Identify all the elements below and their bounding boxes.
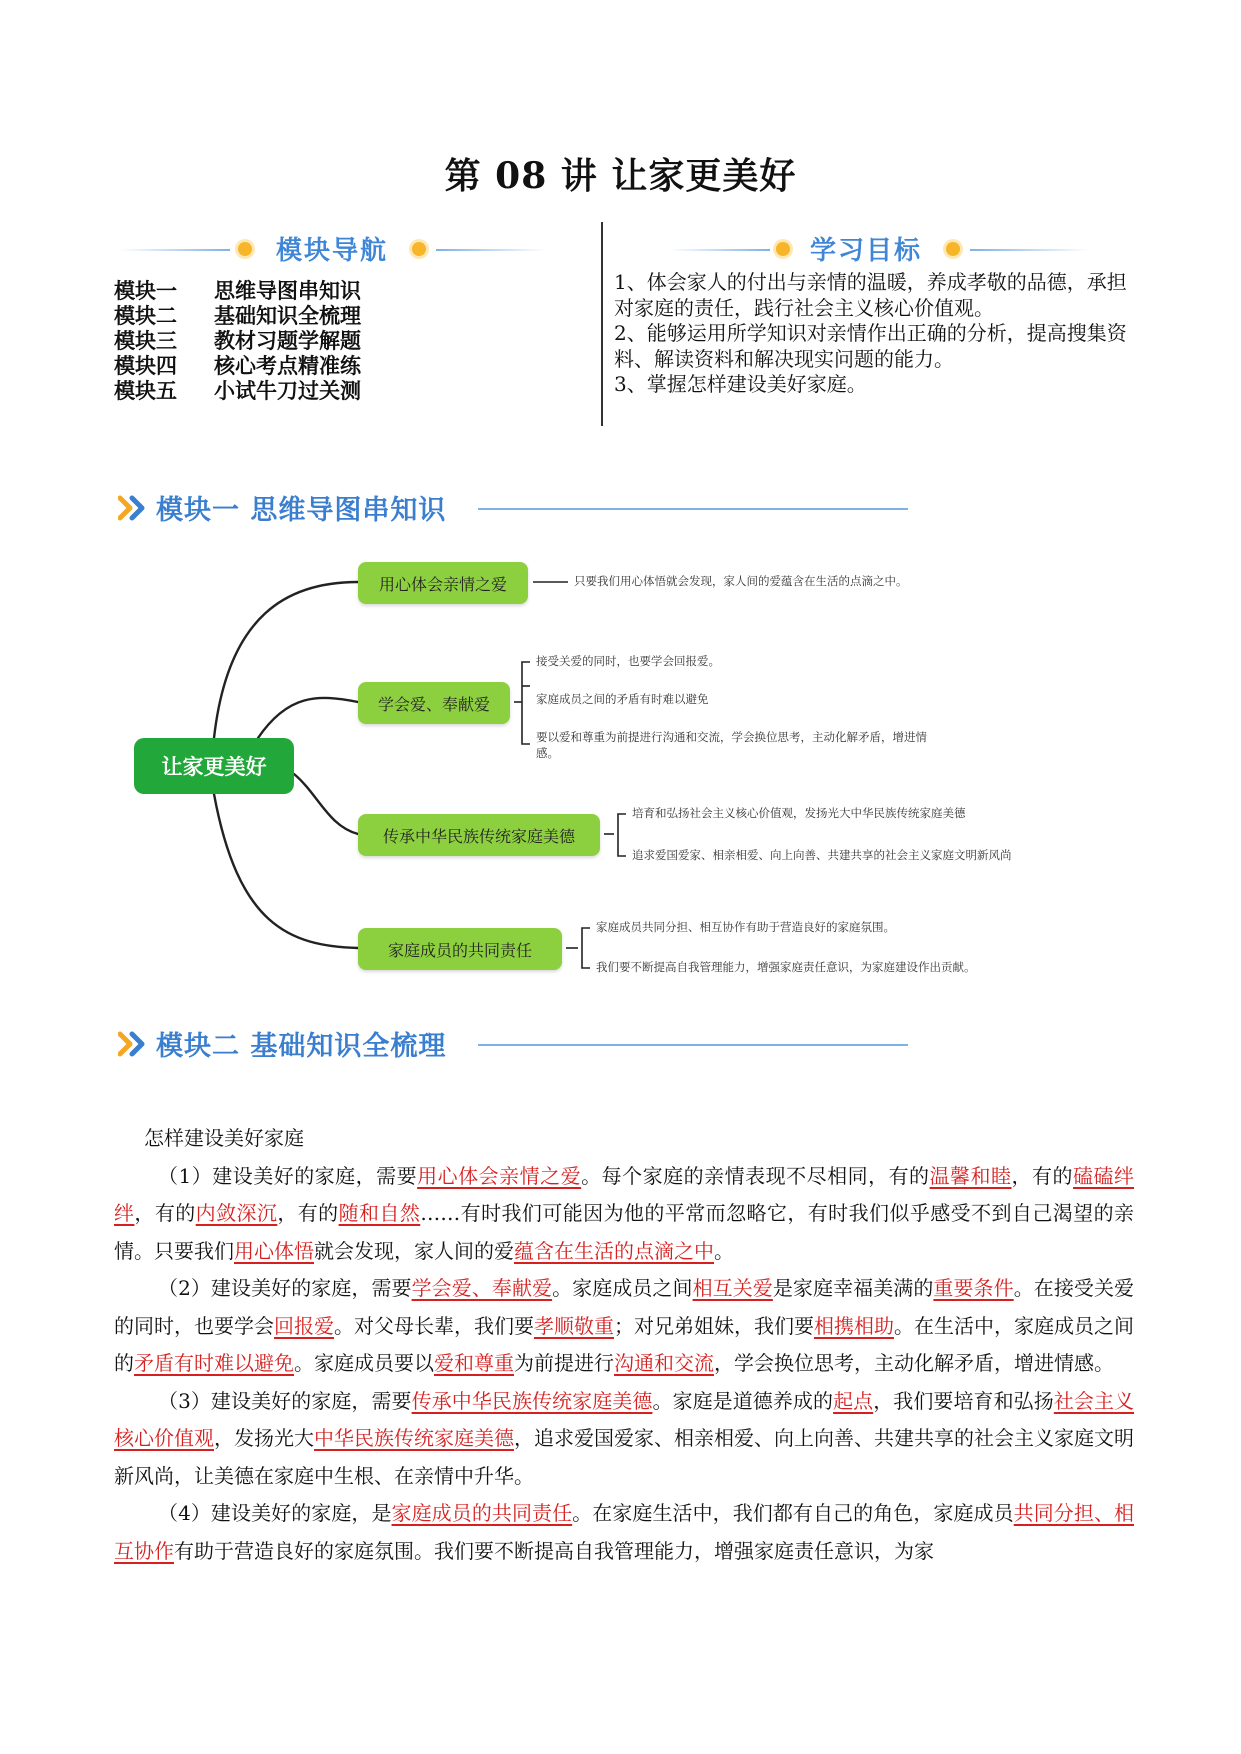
key-term: 社会主义核心价值观 <box>114 1388 1135 1450</box>
mindmap <box>118 534 1090 984</box>
text-run: 。每个家庭的亲情表现不尽相同，有的 <box>581 1163 930 1188</box>
mindmap-leaf: 要以爱和尊重为前提进行沟通和交流，学会换位思考，主动化解矛盾，增进情 <box>536 730 927 744</box>
key-term: 重要条件 <box>933 1276 1014 1300</box>
section-title: 模块二 基础知识全梳理 <box>156 1031 447 1062</box>
text-run: 有助于营造良好的家庭氛围。我们要不断提高自我管理能力，增强家庭责任意识，为家 <box>174 1538 934 1563</box>
text-run: 。在家庭生活中，我们都有自己的角色，家庭成员 <box>572 1501 1014 1525</box>
nav-item[interactable]: 模块三 教材习题学解题 <box>114 328 361 353</box>
banner-dot-icon <box>946 242 960 256</box>
section-header-1 <box>118 488 908 528</box>
text-run: ，有的 <box>134 1201 196 1225</box>
mindmap-branch-node: 学会爱、奉献爱 <box>358 682 510 724</box>
text-run: 为前提进行 <box>514 1351 614 1375</box>
mindmap-leaf: 培育和弘扬社会主义核心价值观，发扬光大中华民族传统家庭美德 <box>632 806 966 820</box>
key-term: 沟通和交流 <box>614 1351 714 1375</box>
mindmap-leaf: 感。 <box>536 746 559 760</box>
banner-dot-icon <box>412 242 426 256</box>
text-run: ，发扬光大 <box>214 1426 314 1450</box>
nav-heading: 模块导航 <box>276 236 389 266</box>
mindmap-leaf: 家庭成员之间的矛盾有时难以避免 <box>536 692 709 706</box>
paragraph <box>114 1158 1134 1271</box>
key-term: 相互关爱 <box>692 1276 773 1300</box>
text-run: ，有的 <box>277 1201 339 1225</box>
text-run: 。在生活中，家庭成员之间的 <box>114 1313 1134 1375</box>
key-term: 相携相助 <box>814 1313 894 1338</box>
text-run: ，我们要培育和弘扬 <box>873 1388 1054 1413</box>
key-term: 共同分担、相互协作 <box>114 1501 1135 1563</box>
goal-item: 2、能够运用所学知识对亲情作出正确的分析，提高搜集资料、解读资料和解决现实问题的能力。 <box>614 321 1127 371</box>
text-run: 就会发现，家人间的爱 <box>314 1238 514 1263</box>
body-heading: 怎样建设美好家庭 <box>144 1126 304 1150</box>
key-term: 学会爱、奉献爱 <box>411 1276 553 1300</box>
mindmap-leaf: 我们要不断提高自我管理能力，增强家庭责任意识，为家庭建设作出贡献。 <box>596 960 976 974</box>
nav-item[interactable]: 模块二 基础知识全梳理 <box>114 303 361 328</box>
nav-item[interactable]: 模块一 思维导图串知识 <box>114 278 361 303</box>
double-chevron-icon <box>118 1030 148 1058</box>
text-run: ，有的 <box>1011 1163 1074 1188</box>
text-run: 。对父母长辈，我们要 <box>334 1313 534 1338</box>
key-term: 矛盾有时难以避免 <box>134 1351 294 1375</box>
key-term: 爱和尊重 <box>434 1351 514 1375</box>
text-run: ，学会换位思考，主动化解矛盾，增进情感。 <box>714 1351 1114 1375</box>
text-run: 。家庭成员之间 <box>552 1276 693 1300</box>
text-run: （4）建设美好的家庭，是 <box>158 1501 392 1525</box>
nav-item[interactable]: 模块五 小试牛刀过关测 <box>114 378 361 403</box>
section-title: 模块一 思维导图串知识 <box>156 495 447 526</box>
text-run: （2）建设美好的家庭，需要 <box>158 1276 412 1300</box>
banner-dot-icon <box>776 242 790 256</box>
paragraph <box>114 1383 1134 1496</box>
key-term: 回报爱 <box>274 1313 334 1338</box>
mindmap-leaf: 家庭成员共同分担、相互协作有助于营造良好的家庭氛围。 <box>596 920 895 934</box>
goal-item: 1、体会家人的付出与亲情的温暖，养成孝敬的品德，承担对家庭的责任，践行社会主义核心价值观。 <box>614 270 1127 320</box>
learning-goals <box>614 270 1134 398</box>
key-term: 内敛深沉 <box>195 1201 278 1225</box>
nav-banner <box>120 228 540 272</box>
mindmap-leaf: 追求爱国爱家、相亲相爱、向上向善、共建共享的社会主义家庭文明新风尚 <box>632 848 1012 862</box>
nav-item[interactable]: 模块四 核心考点精准练 <box>114 353 361 378</box>
key-term: 用心体会亲情之爱 <box>417 1163 582 1188</box>
key-term: 起点 <box>833 1388 874 1413</box>
text-run: ，追求爱国爱家、相亲相爱、向上向善、共建共享的社会主义家庭文明新风尚，让美德在家庭中生根、在亲情中升华。 <box>114 1426 1134 1488</box>
text-run: 。家庭成员要以 <box>294 1351 434 1375</box>
text-run: （3）建设美好的家庭，需要 <box>158 1388 412 1413</box>
key-term: 随和自然 <box>338 1201 421 1225</box>
text-run: 。家庭是道德养成的 <box>652 1388 834 1413</box>
paragraph <box>114 1495 1134 1570</box>
knowledge-body <box>114 1120 1134 1570</box>
text-run: 。 <box>714 1238 734 1263</box>
page-title: 第 08 讲 让家更美好 <box>444 155 797 197</box>
key-term: 用心体悟 <box>234 1238 314 1263</box>
double-chevron-icon <box>118 494 148 522</box>
key-term: 磕磕绊绊 <box>114 1163 1135 1225</box>
goals-heading: 学习目标 <box>810 236 923 266</box>
text-run: 是家庭幸福美满的 <box>772 1276 934 1300</box>
goal-item: 3、掌握怎样建设美好家庭。 <box>614 372 867 396</box>
text-run: ……有时我们可能因为他的平常而忽略它，有时我们似乎感受不到自己渴望的亲情。只要我们 <box>114 1201 1135 1263</box>
module-nav-list <box>114 278 361 403</box>
text-run: 。在接受关爱的同时，也要学会 <box>114 1276 1135 1338</box>
text-run: （1）建设美好的家庭，需要 <box>158 1163 418 1188</box>
mindmap-branch-node: 用心体会亲情之爱 <box>358 562 528 604</box>
column-divider <box>601 222 603 426</box>
mindmap-root-node: 让家更美好 <box>134 738 294 794</box>
section-header-2 <box>118 1024 908 1064</box>
text-run: ；对兄弟姐妹，我们要 <box>614 1313 814 1338</box>
mindmap-branch-node: 传承中华民族传统家庭美德 <box>358 814 600 856</box>
key-term: 蕴含在生活的点滴之中 <box>514 1238 714 1263</box>
key-term: 家庭成员的共同责任 <box>391 1501 573 1525</box>
key-term: 中华民族传统家庭美德 <box>314 1426 514 1450</box>
paragraph <box>114 1270 1134 1383</box>
goals-banner <box>670 228 1090 272</box>
key-term: 温馨和睦 <box>929 1163 1012 1188</box>
mindmap-leaf: 接受关爱的同时，也要学会回报爱。 <box>536 654 720 668</box>
mindmap-branch-node: 家庭成员的共同责任 <box>358 928 562 970</box>
key-term: 传承中华民族传统家庭美德 <box>411 1388 653 1413</box>
key-term: 孝顺敬重 <box>534 1313 614 1338</box>
banner-dot-icon <box>238 242 252 256</box>
mindmap-leaf: 只要我们用心体悟就会发现，家人间的爱蕴含在生活的点滴之中。 <box>574 574 908 588</box>
